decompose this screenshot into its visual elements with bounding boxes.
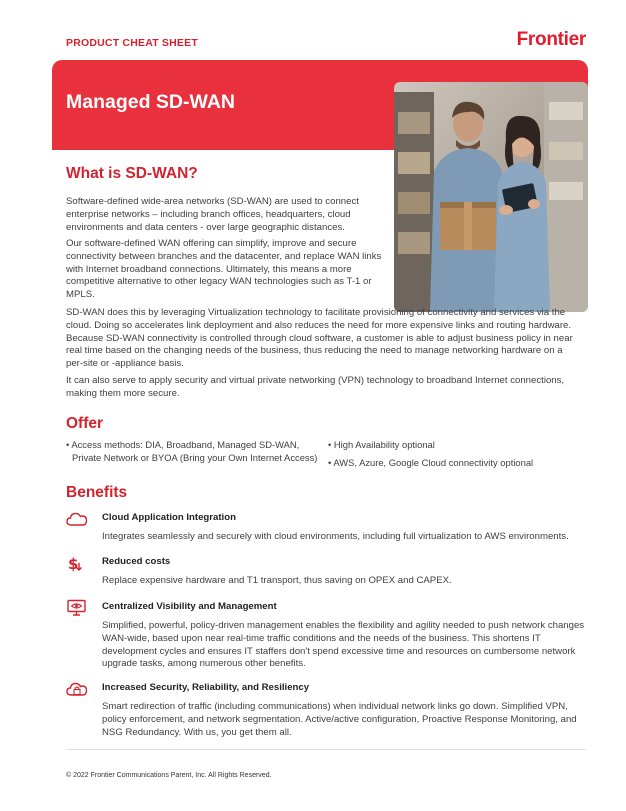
- cloud-icon: [66, 510, 88, 528]
- what-is-paragraph-3: SD-WAN does this by leveraging Virtualization technology to facilitate provisioning of connectivity and services via the cloud. Doing so accelerates link deployment and also reduces the need for more expensive links and routing hardware. Because SD-WAN connectivity is controlled through cloud software, a customer is able to adjust business policy in near real time based on the changing needs of the business, thus reducing the need to manage networking hardware on a per-site or -appliance basis.: [66, 307, 573, 370]
- what-is-paragraph-4: It can also serve to apply security and virtual private networking (VPN) technology to broadband Internet connections, making them more secure.: [66, 375, 565, 399]
- benefit-title: Reduced costs: [102, 556, 171, 567]
- offer-item-high-availability: • High Availability optional: [328, 439, 435, 450]
- monitor-eye-icon: [66, 599, 88, 617]
- offer-item-cloud-connectivity: • AWS, Azure, Google Cloud connectivity optional: [328, 456, 534, 468]
- copyright-notice: © 2022 Frontier Communications Parent, Inc. All Rights Reserved.: [66, 772, 272, 779]
- benefit-text: Integrates seamlessly and securely with cloud environments, including full virtualization to AWS environments.: [102, 531, 569, 542]
- dollar-arrow-icon: [66, 554, 88, 572]
- benefit-text: Simplified, powerful, policy-driven management enables the flexibility and agility needed to push network changes WAN-wide, based upon near real-time traffic conditions and the needs of the business. This shortens IT development cycles and ensures IT staffers don't spend excessive time and resources on cumbersome network upgrade tasks, among numerous other benefits.: [102, 620, 585, 670]
- svg-text:$: $: [68, 555, 79, 572]
- hero-photo: [394, 82, 588, 312]
- benefit-title: Increased Security, Reliability, and Resiliency: [102, 682, 310, 693]
- offer-list-left: [66, 439, 318, 466]
- offer-heading: Offer: [66, 415, 104, 432]
- document-type-label: PRODUCT CHEAT SHEET: [66, 37, 198, 49]
- what-is-paragraph-1: Software-defined wide-area networks (SD-WAN) are used to connect enterprise networks – including branch offices, headquarters, cloud environments and data centers - over large geographic distances.: [66, 196, 359, 233]
- page-title: Managed SD-WAN: [66, 91, 236, 113]
- benefits-heading: Benefits: [66, 484, 128, 501]
- frontier-logo: Frontier: [516, 29, 586, 50]
- benefit-title: Cloud Application Integration: [102, 512, 236, 523]
- offer-list-right: [328, 439, 586, 471]
- cloud-lock-icon: [66, 680, 88, 698]
- benefit-text: Smart redirection of traffic (including communications) when individual network links go down. Simplified VPN, policy enforcement, and network segmentation. Active/active configuration, Proactive Response Monitoring, and NSG Redundancy. With us, you get them all.: [102, 701, 577, 738]
- what-is-paragraph-2: Our software-defined WAN offering can simplify, improve and secure connectivity between branches and the datacenter, and replace WAN links with Internet broadband connections. Ultimately, this means a more competitive alternative to other legacy WAN technologies such as T-1 or MPLS.: [66, 238, 382, 301]
- footer-divider: [66, 749, 586, 750]
- benefit-title: Centralized Visibility and Management: [102, 601, 277, 612]
- benefit-text: Replace expensive hardware and T1 transport, thus saving on OPEX and CAPEX.: [102, 575, 452, 586]
- two-workers-with-box-and-tablet-photo: [394, 82, 588, 312]
- offer-item-access-methods: • Access methods: DIA, Broadband, Managed SD-WAN, Private Network or BYOA (Bring your Own Internet Access): [66, 439, 318, 463]
- what-is-heading: What is SD-WAN?: [66, 165, 198, 182]
